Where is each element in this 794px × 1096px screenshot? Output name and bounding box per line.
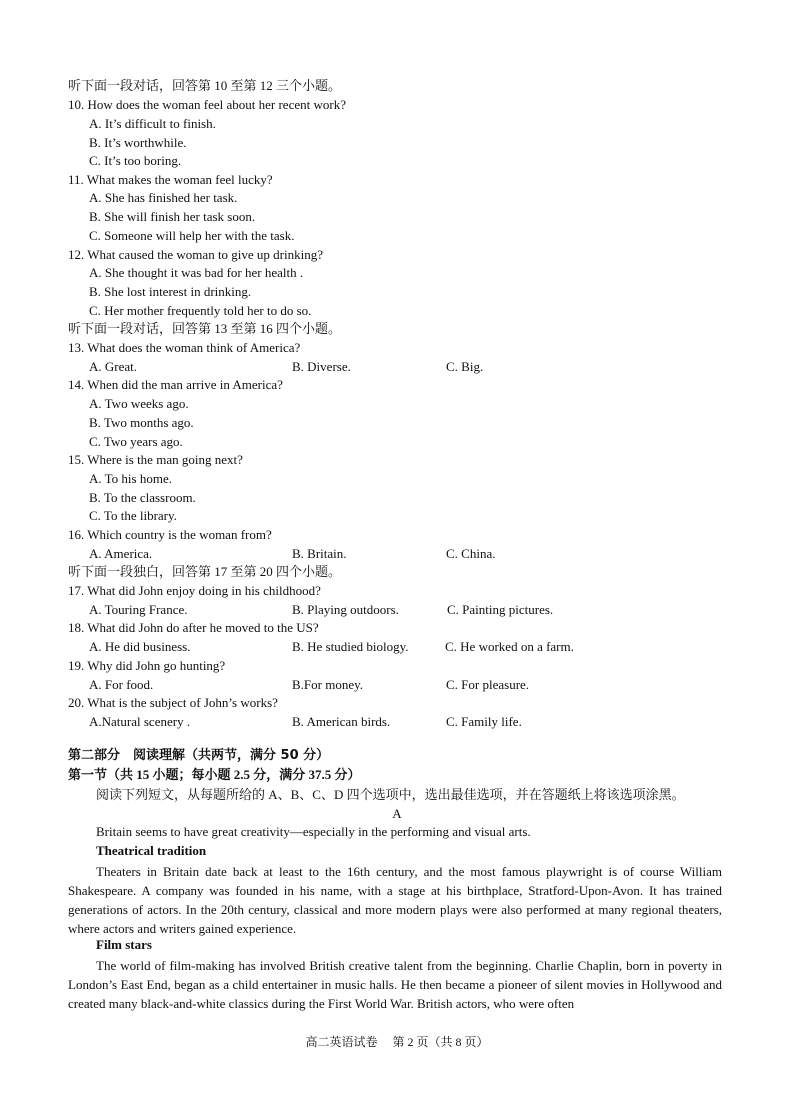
question-19: 19. Why did John go hunting? [68, 658, 226, 673]
option-15a: A. To his home. [89, 471, 172, 486]
option-11c: C. Someone will help her with the task. [89, 228, 295, 243]
page-footer: 高二英语试卷 第 2 页（共 8 页） [305, 1035, 489, 1049]
directions-q17-20: 听下面一段独白，回答第 17 至第 20 四个小题。 [68, 564, 342, 579]
options-19-row [89, 677, 729, 693]
reading-instructions: 阅读下列短文，从每题所给的 A、B、C、D 四个选项中，选出最佳选项，并在答题纸上将该选项涂黑。 [96, 787, 685, 802]
option-10b: B. It’s worthwhile. [89, 135, 187, 150]
option-20b: B. American birds. [292, 714, 391, 729]
option-15c: C. To the library. [89, 508, 177, 523]
option-11a: A. She has finished her task. [89, 190, 238, 205]
option-10a: A. It’s difficult to finish. [89, 116, 216, 131]
option-16c: C. China. [446, 546, 496, 561]
option-18a: A. He did business. [89, 639, 191, 654]
paragraph-film: The world of film-making has involved British creative talent from the beginning. Charlie Chaplin, born in poverty in London’s East End, began as a child entertainer in music halls. He then became a pioneer of silent movies in Hollywood and created many black-and-white classics during the First World War. British actors, who were often [68, 958, 722, 1011]
paragraph-theaters: Theaters in Britain date back at least to the 16th century, and the most famous playwright is of course William Shakespeare. A company was founded in his name, with a stage at his birthplace, Stratford-Upon-Avon. It has trained generations of actors. In the 20th century, classical and more modern plays were also performed at many regional theaters, where actors and writers gained experience. [68, 864, 722, 936]
part-two-title: 第二部分 阅读理解（共两节，满分 50 分） [68, 748, 330, 763]
option-19c: C. For pleasure. [446, 677, 530, 692]
question-15: 15. Where is the man going next? [68, 452, 243, 467]
section-one-title: 第一节（共 15 小题；每小题 2.5 分，满分 37.5 分） [68, 767, 361, 782]
option-20c: C. Family life. [446, 714, 522, 729]
option-16b: B. Britain. [292, 546, 347, 561]
directions-q13-16: 听下面一段对话，回答第 13 至第 16 四个小题。 [68, 321, 342, 336]
question-10: 10. How does the woman feel about her recent work? [68, 97, 346, 112]
option-12a: A. She thought it was bad for her health . [89, 265, 304, 280]
question-20: 20. What is the subject of John’s works? [68, 695, 278, 710]
question-14: 14. When did the man arrive in America? [68, 377, 283, 392]
option-15b: B. To the classroom. [89, 490, 196, 505]
option-13c: C. Big. [446, 359, 484, 374]
question-18: 18. What did John do after he moved to the US? [68, 620, 319, 635]
option-14a: A. Two weeks ago. [89, 396, 189, 411]
question-17: 17. What did John enjoy doing in his childhood? [68, 583, 321, 598]
heading-theatrical-tradition: Theatrical tradition [96, 843, 207, 858]
option-17b: B. Playing outdoors. [292, 602, 399, 617]
option-12b: B. She lost interest in drinking. [89, 284, 252, 299]
options-17-row [89, 602, 729, 618]
options-13-row [89, 359, 729, 375]
option-14b: B. Two months ago. [89, 415, 194, 430]
passage-intro: Britain seems to have great creativity—especially in the performing and visual arts. [96, 824, 531, 839]
option-14c: C. Two years ago. [89, 434, 183, 449]
question-16: 16. Which country is the woman from? [68, 527, 272, 542]
option-10c: C. It’s too boring. [89, 153, 182, 168]
question-13: 13. What does the woman think of America? [68, 340, 301, 355]
question-11: 11. What makes the woman feel lucky? [68, 172, 273, 187]
options-16-row [89, 546, 729, 562]
options-20-row [89, 714, 729, 730]
heading-film-stars: Film stars [96, 937, 152, 952]
option-12c: C. Her mother frequently told her to do so. [89, 303, 312, 318]
option-11b: B. She will finish her task soon. [89, 209, 256, 224]
options-18-row [89, 639, 729, 655]
option-18b: B. He studied biology. [292, 639, 409, 654]
option-16a: A. America. [89, 546, 153, 561]
passage-label: A [392, 806, 402, 821]
option-19a: A. For food. [89, 677, 154, 692]
option-18c: C. He worked on a farm. [445, 639, 574, 654]
directions-q10-12: 听下面一段对话，回答第 10 至第 12 三个小题。 [68, 78, 342, 93]
option-13a: A. Great. [89, 359, 138, 374]
option-17a: A. Touring France. [89, 602, 188, 617]
option-13b: B. Diverse. [292, 359, 351, 374]
option-17c: C. Painting pictures. [447, 602, 554, 617]
question-12: 12. What caused the woman to give up drinking? [68, 247, 324, 262]
option-20a: A.Natural scenery . [89, 714, 191, 729]
option-19b: B.For money. [292, 677, 364, 692]
